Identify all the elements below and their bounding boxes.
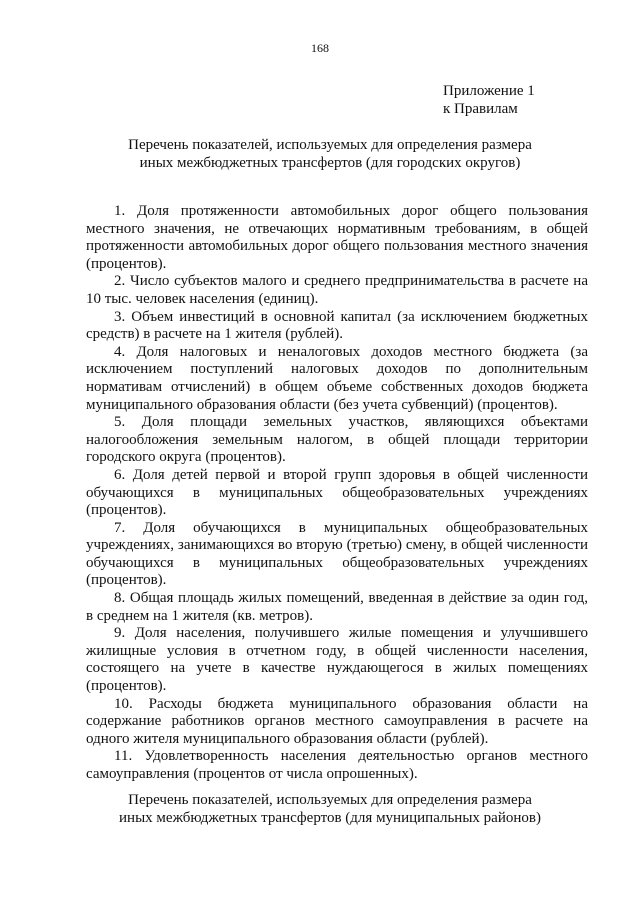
indicator-item-7: 7. Доля обучающихся в муниципальных общеобразовательных учреждениях, занимающихся во вторую (третью) смену, в общей численности обучающихся в муниципальных общеобразовательных учреждениях (процентов). <box>86 519 588 589</box>
indicator-item-11: 11. Удовлетворенность населения деятельностью органов местного самоуправления (процентов от числа опрошенных). <box>86 748 588 782</box>
appendix-reference <box>443 82 535 118</box>
indicator-item-4: 4. Доля налоговых и неналоговых доходов местного бюджета (за исключением поступлений налоговых доходов по дополнительным нормативам отчислений) в общем объеме собственных доходов бюджета муниципального образования области (без учета субвенций) (процентов). <box>86 343 588 413</box>
indicator-item-5: 5. Доля площади земельных участков, являющихся объектами налогообложения земельным налогом, в общей площади территории городского округа (процентов). <box>86 414 588 466</box>
indicator-item-1: 1. Доля протяженности автомобильных дорог общего пользования местного значения, не отвечающих нормативным требованиям, в общей протяженности автомобильных дорог общего пользования местного значения (процентов). <box>86 203 588 272</box>
section-1-heading-line-1: Перечень показателей, используемых для определения размера <box>128 137 532 153</box>
indicator-item-9: 9. Доля населения, получившего жилые помещения и улучшившего жилищные условия в отчетном году, в общей численности населения, состоящего на учете в качестве нуждающегося в жилых помещениях (процентов). <box>86 625 588 695</box>
indicator-item-3: 3. Объем инвестиций в основной капитал (за исключением бюджетных средств) в расчете на 1 жителя (рублей). <box>86 308 588 343</box>
indicator-item-10: 10. Расходы бюджета муниципального образования области на содержание работников органов местного самоуправления в расчете на одного жителя муниципального образования области (рублей). <box>86 695 588 747</box>
section-2-heading <box>60 791 600 827</box>
section-1-heading <box>60 136 600 172</box>
indicator-list <box>86 203 588 784</box>
indicator-item-2: 2. Число субъектов малого и среднего предпринимательства в расчете на 10 тыс. человек населения (единиц). <box>86 273 588 307</box>
indicator-item-8: 8. Общая площадь жилых помещений, введенная в действие за один год, в среднем на 1 жителя (кв. метров). <box>86 590 588 624</box>
section-2-heading-line-1: Перечень показателей, используемых для определения размера <box>128 792 532 808</box>
page-number: 168 <box>311 41 329 55</box>
indicator-item-6: 6. Доля детей первой и второй групп здоровья в общей численности обучающихся в муниципальных общеобразовательных учреждениях (процентов). <box>86 466 588 519</box>
section-2-heading-line-2: иных межбюджетных трансфертов (для муниципальных районов) <box>119 810 541 826</box>
appendix-line-1: Приложение 1 <box>443 83 535 99</box>
appendix-line-2: к Правилам <box>443 101 518 117</box>
section-1-heading-line-2: иных межбюджетных трансфертов (для городских округов) <box>139 155 521 171</box>
